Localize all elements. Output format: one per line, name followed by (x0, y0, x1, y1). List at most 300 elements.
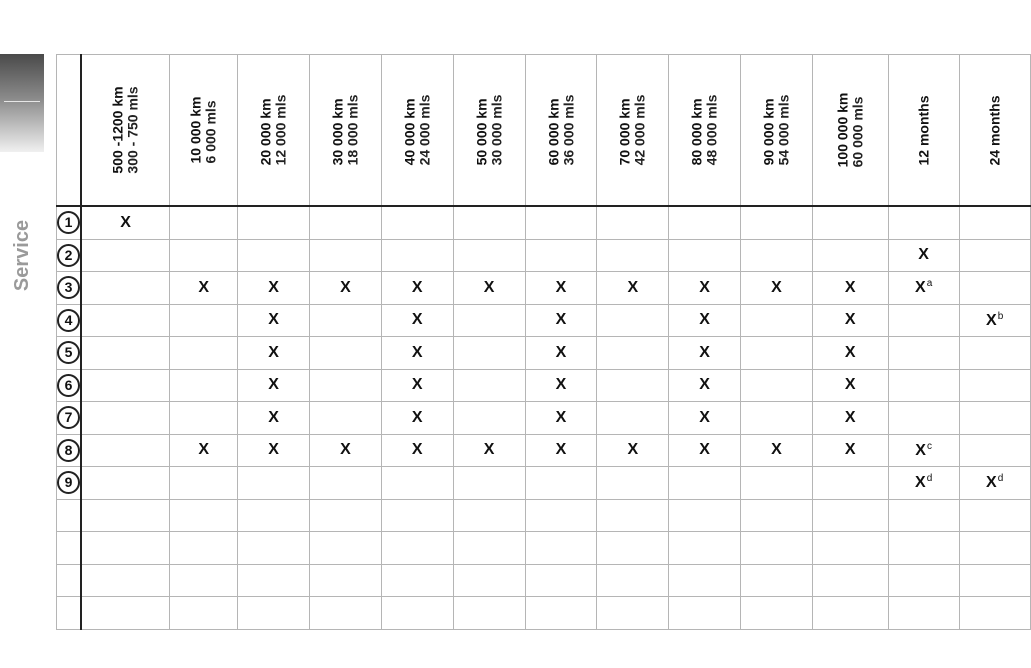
schedule-cell (597, 434, 669, 467)
schedule-cell (309, 337, 381, 370)
schedule-cell (812, 206, 888, 239)
interval-header-text (690, 95, 720, 166)
schedule-cell (170, 337, 238, 370)
interval-distance-miles: 30 000 mls (488, 94, 505, 166)
interval-distance-km: 80 000 km (688, 98, 705, 166)
interval-header-wrap (382, 55, 453, 205)
table-row (57, 532, 1031, 565)
schedule-cell (309, 304, 381, 337)
circled-number-icon: 4 (57, 309, 80, 332)
service-mark: X (699, 376, 710, 394)
schedule-cell (812, 272, 888, 305)
interval-header-text (189, 97, 219, 164)
service-mark: X (411, 278, 423, 296)
interval-distance-km: 20 000 km (257, 98, 274, 166)
schedule-cell (959, 434, 1030, 467)
schedule-cell (888, 206, 959, 239)
schedule-cell (959, 597, 1030, 630)
schedule-cell (525, 239, 597, 272)
interval-header-text (402, 95, 432, 166)
schedule-cell (812, 532, 888, 565)
schedule-cell (238, 402, 310, 435)
service-mark: $X^d$ (915, 473, 933, 492)
service-mark: X (411, 408, 423, 426)
interval-header-text (259, 95, 289, 166)
schedule-cell (959, 564, 1030, 597)
schedule-cell (888, 532, 959, 565)
schedule-cell (669, 564, 741, 597)
schedule-cell (741, 272, 813, 305)
schedule-cell (812, 369, 888, 402)
interval-distance-km: 10 000 km (187, 96, 204, 164)
table-row (57, 434, 1031, 467)
schedule-cell (669, 499, 741, 532)
schedule-cell (959, 532, 1030, 565)
schedule-cell (309, 532, 381, 565)
schedule-cell (81, 337, 170, 370)
interval-header-wrap (310, 55, 381, 205)
schedule-cell (669, 369, 741, 402)
schedule-cell (959, 369, 1030, 402)
schedule-cell (309, 369, 381, 402)
schedule-cell (453, 304, 525, 337)
schedule-cell (597, 499, 669, 532)
schedule-cell (525, 304, 597, 337)
table-row (57, 239, 1031, 272)
row-number-cell (57, 402, 82, 435)
schedule-cell (812, 304, 888, 337)
schedule-cell (669, 239, 741, 272)
table-row (57, 304, 1031, 337)
circled-number-icon: 7 (57, 406, 80, 429)
header-row (57, 55, 1031, 207)
schedule-cell (959, 499, 1030, 532)
schedule-cell (597, 532, 669, 565)
table-row (57, 206, 1031, 239)
chapter-tab-divider (4, 101, 40, 102)
circled-number-icon: 1 (57, 211, 80, 234)
schedule-cell (453, 239, 525, 272)
schedule-cell (525, 597, 597, 630)
schedule-cell (381, 369, 453, 402)
schedule-cell (453, 597, 525, 630)
corner-cell (57, 55, 82, 207)
schedule-cell (170, 304, 238, 337)
schedule-cell (888, 597, 959, 630)
interval-header (959, 55, 1030, 207)
schedule-cell (81, 369, 170, 402)
schedule-cell (381, 564, 453, 597)
interval-header (381, 55, 453, 207)
interval-header (309, 55, 381, 207)
interval-distance-km: 30 000 km (329, 98, 346, 166)
schedule-cell (525, 532, 597, 565)
schedule-cell (525, 402, 597, 435)
schedule-cell (81, 597, 170, 630)
schedule-cell (309, 597, 381, 630)
schedule-cell (959, 239, 1030, 272)
interval-distance-km: 24 months (986, 94, 1003, 166)
service-mark: X (340, 278, 351, 296)
schedule-cell (238, 499, 310, 532)
service-mark: X (555, 343, 567, 361)
circled-number-icon: 2 (57, 244, 80, 267)
interval-header (597, 55, 669, 207)
table-row (57, 499, 1031, 532)
service-mark: X (699, 408, 710, 426)
service-mark: X (627, 278, 639, 296)
schedule-cell (238, 597, 310, 630)
row-number-cell (57, 434, 82, 467)
service-mark: X (771, 278, 782, 296)
interval-header-wrap (813, 55, 888, 205)
schedule-cell (888, 564, 959, 597)
schedule-cell (959, 402, 1030, 435)
schedule-cell (669, 337, 741, 370)
schedule-cell (81, 239, 170, 272)
service-mark: X (627, 441, 639, 459)
schedule-cell (597, 564, 669, 597)
schedule-cell (309, 564, 381, 597)
schedule-cell (238, 532, 310, 565)
schedule-cell (597, 597, 669, 630)
service-mark: X (844, 441, 856, 459)
schedule-cell (597, 467, 669, 500)
schedule-cell (453, 369, 525, 402)
schedule-cell (170, 564, 238, 597)
schedule-cell (309, 239, 381, 272)
schedule-cell (381, 434, 453, 467)
schedule-cell (81, 402, 170, 435)
schedule-cell (309, 272, 381, 305)
schedule-cell (170, 206, 238, 239)
row-number-cell (57, 239, 82, 272)
table-row (57, 272, 1031, 305)
service-mark: X (483, 441, 495, 459)
interval-distance-km: 100 000 km (834, 92, 851, 168)
interval-distance-miles: 12 000 mls (272, 94, 289, 166)
interval-header-wrap (597, 55, 668, 205)
service-mark: X (268, 278, 279, 296)
service-mark: $X^d$ (986, 473, 1004, 492)
schedule-cell (170, 532, 238, 565)
schedule-cell (597, 206, 669, 239)
schedule-cell (81, 532, 170, 565)
schedule-cell (669, 304, 741, 337)
service-mark: X (699, 278, 710, 296)
schedule-cell (597, 337, 669, 370)
schedule-cell (669, 402, 741, 435)
interval-distance-miles: 42 000 mls (631, 94, 648, 166)
interval-header-text (474, 95, 504, 166)
schedule-cell (238, 369, 310, 402)
schedule-body (57, 206, 1031, 629)
service-mark: X (844, 278, 856, 296)
schedule-cell (170, 402, 238, 435)
interval-header-text (546, 95, 576, 166)
circled-number-icon: 3 (57, 276, 80, 299)
footnote-marker: c (926, 440, 932, 452)
interval-distance-miles: 36 000 mls (559, 94, 576, 166)
service-mark: X (699, 311, 710, 329)
schedule-cell (238, 564, 310, 597)
service-mark: X (411, 441, 423, 459)
interval-distance-km: 50 000 km (473, 98, 490, 166)
schedule-cell (888, 467, 959, 500)
schedule-cell (238, 467, 310, 500)
schedule-cell (741, 369, 813, 402)
service-mark: X (555, 408, 567, 426)
schedule-cell (381, 467, 453, 500)
footnote-marker: b (997, 310, 1004, 322)
schedule-cell (453, 532, 525, 565)
schedule-cell (381, 206, 453, 239)
schedule-cell (453, 402, 525, 435)
interval-header-wrap (170, 55, 237, 205)
service-mark: X (411, 343, 423, 361)
schedule-cell (309, 402, 381, 435)
schedule-cell (381, 239, 453, 272)
interval-distance-miles: 6 000 mls (202, 100, 219, 164)
schedule-cell (741, 304, 813, 337)
section-label-text: Service (11, 219, 34, 291)
interval-header (888, 55, 959, 207)
schedule-cell (381, 499, 453, 532)
schedule-cell (888, 369, 959, 402)
interval-header-wrap (238, 55, 309, 205)
schedule-cell (597, 402, 669, 435)
service-mark: X (268, 441, 279, 459)
schedule-cell (453, 564, 525, 597)
schedule-cell (525, 499, 597, 532)
footnote-marker: d (997, 473, 1004, 485)
service-mark: X (844, 311, 856, 329)
service-mark: X (483, 278, 495, 296)
table-row (57, 467, 1031, 500)
schedule-cell (812, 337, 888, 370)
service-mark: X (555, 441, 567, 459)
service-mark: X (555, 278, 567, 296)
interval-header (170, 55, 238, 207)
schedule-cell (959, 337, 1030, 370)
schedule-cell (669, 272, 741, 305)
service-mark: X (844, 408, 856, 426)
table-row (57, 337, 1031, 370)
interval-distance-km: 70 000 km (616, 98, 633, 166)
service-mark: X (918, 246, 929, 264)
interval-distance-km: 60 000 km (544, 98, 561, 166)
schedule-cell (669, 206, 741, 239)
schedule-cell (888, 499, 959, 532)
schedule-cell (453, 434, 525, 467)
interval-distance-miles: 18 000 mls (344, 94, 361, 166)
row-number-cell (57, 206, 82, 239)
schedule-cell (525, 467, 597, 500)
service-mark: X (411, 311, 423, 329)
schedule-cell (888, 434, 959, 467)
schedule-cell (381, 304, 453, 337)
schedule-cell (81, 434, 170, 467)
schedule-cell (812, 434, 888, 467)
interval-distance-miles: 60 000 mls (849, 96, 866, 168)
schedule-cell (238, 272, 310, 305)
schedule-cell (525, 272, 597, 305)
schedule-cell (81, 564, 170, 597)
schedule-cell (741, 239, 813, 272)
schedule-cell (741, 402, 813, 435)
schedule-cell (669, 434, 741, 467)
service-mark: X (555, 311, 567, 329)
service-mark: X (555, 376, 567, 394)
section-label (8, 210, 38, 300)
interval-distance-miles: 24 000 mls (416, 94, 433, 166)
schedule-cell (309, 206, 381, 239)
circled-number-icon: 9 (57, 471, 80, 494)
schedule-cell (669, 597, 741, 630)
interval-header-text (835, 93, 865, 168)
interval-distance-km: 12 months (915, 94, 932, 166)
service-mark: X (699, 441, 710, 459)
schedule-cell (81, 467, 170, 500)
interval-distance-miles: 48 000 mls (703, 94, 720, 166)
service-mark: X (198, 441, 209, 459)
schedule-cell (238, 239, 310, 272)
schedule-cell (669, 467, 741, 500)
row-number-cell (57, 272, 82, 305)
service-mark: X (268, 311, 279, 329)
schedule-cell (741, 564, 813, 597)
interval-header-wrap (960, 55, 1030, 205)
interval-header-wrap (889, 55, 959, 205)
schedule-cell (81, 499, 170, 532)
service-mark: X (268, 376, 279, 394)
interval-header-wrap (82, 55, 169, 205)
service-mark: X (411, 376, 423, 394)
schedule-cell (741, 499, 813, 532)
service-mark: $X^a$ (915, 278, 933, 297)
schedule-cell (959, 304, 1030, 337)
schedule-cell (741, 434, 813, 467)
row-number-cell (57, 467, 82, 500)
schedule-cell (959, 467, 1030, 500)
service-mark: X (699, 343, 710, 361)
schedule-cell (959, 206, 1030, 239)
schedule-cell (888, 337, 959, 370)
schedule-cell (741, 597, 813, 630)
schedule-cell (453, 499, 525, 532)
schedule-cell (381, 272, 453, 305)
interval-header-wrap (526, 55, 597, 205)
service-mark: X (268, 343, 279, 361)
schedule-cell (525, 369, 597, 402)
row-number-cell (57, 369, 82, 402)
schedule-cell (81, 206, 170, 239)
schedule-cell (170, 272, 238, 305)
service-mark: X (844, 376, 856, 394)
row-number-cell (57, 499, 82, 532)
circled-number-icon: 6 (57, 374, 80, 397)
interval-header-text (330, 95, 360, 166)
schedule-cell (525, 434, 597, 467)
interval-distance-km: 40 000 km (401, 98, 418, 166)
schedule-cell (381, 337, 453, 370)
schedule-cell (81, 272, 170, 305)
schedule-cell (453, 337, 525, 370)
schedule-cell (888, 304, 959, 337)
chapter-tab-marker (0, 54, 44, 152)
service-mark: X (120, 213, 131, 231)
schedule-cell (309, 467, 381, 500)
schedule-cell (453, 206, 525, 239)
schedule-cell (812, 564, 888, 597)
interval-distance-km: 500 -1200 km (109, 86, 126, 174)
interval-header (238, 55, 310, 207)
service-mark: $X^b$ (986, 310, 1004, 329)
interval-header-wrap (741, 55, 812, 205)
table-row (57, 369, 1031, 402)
interval-header-text (987, 95, 1002, 165)
interval-header-text (618, 95, 648, 166)
schedule-cell (170, 467, 238, 500)
schedule-cell (669, 532, 741, 565)
table-row (57, 402, 1031, 435)
service-schedule-table (56, 54, 1031, 630)
service-mark: X (844, 343, 856, 361)
service-mark: X (268, 408, 279, 426)
interval-distance-miles: 54 000 mls (775, 94, 792, 166)
schedule-cell (453, 467, 525, 500)
service-mark: X (198, 278, 209, 296)
row-number-cell (57, 564, 82, 597)
footnote-marker: d (926, 473, 933, 485)
schedule-cell (812, 597, 888, 630)
schedule-cell (888, 239, 959, 272)
schedule-cell (741, 467, 813, 500)
schedule-cell (170, 369, 238, 402)
interval-header-text (111, 86, 141, 173)
interval-header (812, 55, 888, 207)
interval-header-text (761, 95, 791, 166)
schedule-cell (597, 239, 669, 272)
service-mark: X (771, 441, 782, 459)
schedule-cell (81, 304, 170, 337)
schedule-cell (170, 499, 238, 532)
interval-header (741, 55, 813, 207)
schedule-cell (238, 206, 310, 239)
table-row (57, 597, 1031, 630)
schedule-cell (170, 434, 238, 467)
service-mark: X (340, 441, 351, 459)
row-number-cell (57, 337, 82, 370)
schedule-cell (597, 369, 669, 402)
schedule-cell (812, 239, 888, 272)
circled-number-icon: 8 (57, 439, 80, 462)
schedule-cell (238, 434, 310, 467)
schedule-cell (597, 304, 669, 337)
interval-header (669, 55, 741, 207)
interval-header (453, 55, 525, 207)
interval-header (525, 55, 597, 207)
schedule-cell (812, 402, 888, 435)
schedule-cell (888, 272, 959, 305)
schedule-cell (741, 337, 813, 370)
footnote-marker: a (926, 278, 933, 290)
schedule-cell (309, 434, 381, 467)
table-row (57, 564, 1031, 597)
schedule-cell (525, 206, 597, 239)
row-number-cell (57, 304, 82, 337)
schedule-cell (959, 272, 1030, 305)
